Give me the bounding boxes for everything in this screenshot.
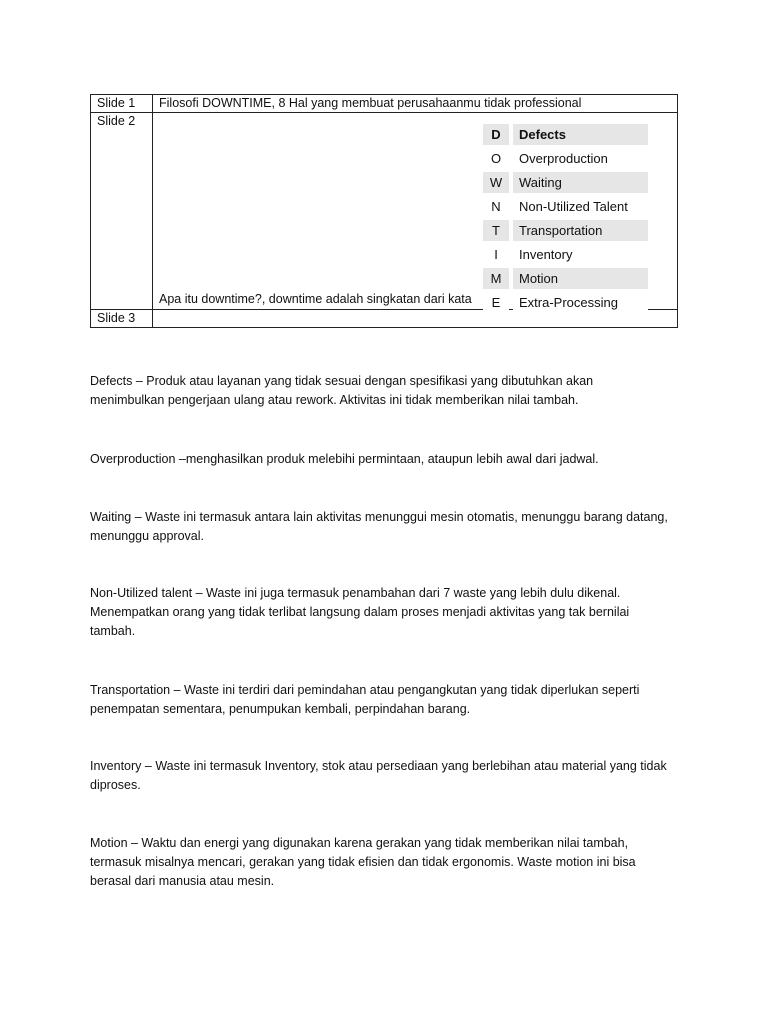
downtime-word: Transportation xyxy=(513,220,648,241)
downtime-row xyxy=(483,172,648,193)
downtime-word: Extra-Processing xyxy=(513,292,648,313)
paragraph-waiting: Waiting – Waste ini termasuk antara lain aktivitas menunggui mesin otomatis, menunggu barang datang, menunggu approval. xyxy=(90,510,668,543)
downtime-row xyxy=(483,292,648,313)
downtime-row xyxy=(483,268,648,289)
paragraph-motion: Motion – Waktu dan energi yang digunakan karena gerakan yang tidak memberikan nilai tambah, termasuk misalnya mencari, gerakan yang tidak efisien dan tidak ergonomis. Waste motion ini bisa berasal dari manusia atau mesin. xyxy=(90,836,636,888)
downtime-word: Defects xyxy=(513,124,648,145)
downtime-row xyxy=(483,220,648,241)
downtime-row xyxy=(483,244,648,265)
slide-row-1 xyxy=(91,95,678,113)
slide-content xyxy=(153,113,678,310)
downtime-letter: O xyxy=(483,148,509,169)
paragraph-defects: Defects – Produk atau layanan yang tidak sesuai dengan spesifikasi yang dibutuhkan akan menimbulkan pengerjaan ulang atau rework. Aktivitas ini tidak memberikan nilai tambah. xyxy=(90,374,594,407)
downtime-letter: T xyxy=(483,220,509,241)
paragraph-inventory: Inventory – Waste ini termasuk Inventory, stok atau persediaan yang berlebihan atau material yang tidak diproses. xyxy=(90,759,667,792)
downtime-word: Non-Utilized Talent xyxy=(513,196,648,217)
slide-label: Slide 2 xyxy=(91,113,153,310)
slide-label: Slide 1 xyxy=(91,95,153,113)
downtime-letter: M xyxy=(483,268,509,289)
downtime-letter: N xyxy=(483,196,509,217)
downtime-letter: I xyxy=(483,244,509,265)
downtime-word: Motion xyxy=(513,268,648,289)
downtime-row xyxy=(483,196,648,217)
downtime-table xyxy=(483,121,648,316)
downtime-letter: E xyxy=(483,292,509,313)
slide-label: Slide 3 xyxy=(91,310,153,328)
downtime-word: Overproduction xyxy=(513,148,648,169)
paragraph-non-utilized: Non-Utilized talent – Waste ini juga termasuk penambahan dari 7 waste yang lebih dulu dikenal. Menempatkan orang yang tidak terlibat langsung dalam proses menjadi aktivitas yang tak bernilai tambah. xyxy=(90,586,630,638)
downtime-row xyxy=(483,124,648,145)
downtime-letter: W xyxy=(483,172,509,193)
paragraph-transportation: Transportation – Waste ini terdiri dari pemindahan atau pengangkutan yang tidak diperlukan seperti penempatan sementara, penumpukan kembali, perpindahan barang. xyxy=(90,683,640,716)
paragraph-overproduction: Overproduction –menghasilkan produk melebihi permintaan, ataupun lebih awal dari jadwal. xyxy=(90,452,599,466)
downtime-word: Inventory xyxy=(513,244,648,265)
slides-table xyxy=(90,94,678,328)
downtime-word: Waiting xyxy=(513,172,648,193)
slide-row-2 xyxy=(91,113,678,310)
slide-content: Filosofi DOWNTIME, 8 Hal yang membuat perusahaanmu tidak professional xyxy=(153,95,678,113)
downtime-row xyxy=(483,148,648,169)
slide-caption: Apa itu downtime?, downtime adalah singkatan dari kata xyxy=(159,292,472,306)
downtime-letter: D xyxy=(483,124,509,145)
